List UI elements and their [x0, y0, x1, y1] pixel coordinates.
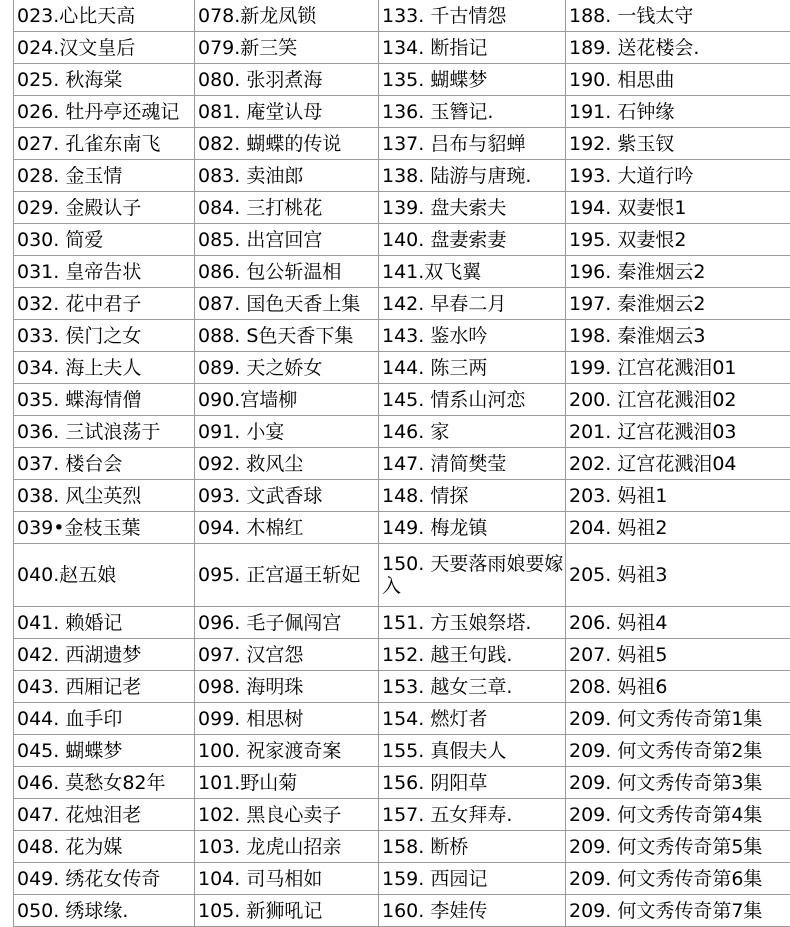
table-cell[interactable]: 205. 妈祖3 — [566, 544, 790, 607]
table-cell[interactable]: 147. 清简樊莹 — [379, 448, 566, 480]
table-cell[interactable]: 158. 断桥 — [379, 831, 566, 863]
table-row — [14, 384, 790, 416]
table-row — [14, 895, 790, 927]
table-cell[interactable]: 046. 莫愁女82年 — [14, 767, 195, 799]
table-cell[interactable]: 091. 小宴 — [195, 416, 379, 448]
table-cell[interactable]: 145. 情系山河恋 — [379, 384, 566, 416]
table-cell[interactable]: 101.野山菊 — [195, 767, 379, 799]
table-cell[interactable]: 199. 江宫花溅泪01 — [566, 352, 790, 384]
table-row — [14, 160, 790, 192]
table-cell[interactable]: 200. 江宫花溅泪02 — [566, 384, 790, 416]
table-cell[interactable]: 084. 三打桃花 — [195, 192, 379, 224]
table-cell[interactable]: 156. 阴阳草 — [379, 767, 566, 799]
table-row — [14, 607, 790, 639]
table-cell[interactable]: 209. 何文秀传奇第6集 — [566, 863, 790, 895]
table-row — [14, 831, 790, 863]
table-row — [14, 256, 790, 288]
table-cell[interactable]: 024.汉文皇后 — [14, 32, 195, 64]
table-cell[interactable]: 081. 庵堂认母 — [195, 96, 379, 128]
table-cell[interactable]: 150. 天要落雨娘要嫁入 — [379, 544, 566, 607]
table-cell[interactable]: 095. 正宫逼王斩妃 — [195, 544, 379, 607]
table-cell[interactable]: 152. 越王句践. — [379, 639, 566, 671]
table-cell[interactable]: 093. 文武香球 — [195, 480, 379, 512]
table-cell[interactable]: 193. 大道行吟 — [566, 160, 790, 192]
table-row — [14, 128, 790, 160]
table-cell[interactable]: 097. 汉宫怨 — [195, 639, 379, 671]
table-cell[interactable]: 049. 绣花女传奇 — [14, 863, 195, 895]
table-cell[interactable]: 079.新三笑 — [195, 32, 379, 64]
table-cell[interactable]: 105. 新狮吼记 — [195, 895, 379, 927]
table-row — [14, 703, 790, 735]
table-cell[interactable]: 204. 妈祖2 — [566, 512, 790, 544]
table-cell[interactable]: 207. 妈祖5 — [566, 639, 790, 671]
table-cell[interactable]: 104. 司马相如 — [195, 863, 379, 895]
table-cell[interactable]: 040.赵五娘 — [14, 544, 195, 607]
table-cell[interactable]: 044. 血手印 — [14, 703, 195, 735]
table-row — [14, 288, 790, 320]
table-cell[interactable]: 154. 燃灯者 — [379, 703, 566, 735]
table-cell[interactable]: 160. 李娃传 — [379, 895, 566, 927]
table-cell[interactable]: 148. 情探 — [379, 480, 566, 512]
table-row — [14, 512, 790, 544]
table-cell[interactable]: 090.宫墙柳 — [195, 384, 379, 416]
table-cell[interactable]: 083. 卖油郎 — [195, 160, 379, 192]
table-row — [14, 799, 790, 831]
table-cell[interactable]: 099. 相思树 — [195, 703, 379, 735]
table-cell[interactable]: 102. 黑良心卖子 — [195, 799, 379, 831]
table-cell[interactable]: 078.新龙凤锁 — [195, 0, 379, 32]
table-row — [14, 480, 790, 512]
table-cell[interactable]: 153. 越女三章. — [379, 671, 566, 703]
table-cell[interactable]: 094. 木棉红 — [195, 512, 379, 544]
table-cell[interactable]: 028. 金玉情 — [14, 160, 195, 192]
table-row — [14, 544, 790, 607]
table-cell[interactable]: 191. 石钟缘 — [566, 96, 790, 128]
table-cell[interactable]: 089. 天之娇女 — [195, 352, 379, 384]
table-cell[interactable]: 208. 妈祖6 — [566, 671, 790, 703]
table-cell[interactable]: 144. 陈三两 — [379, 352, 566, 384]
table-cell[interactable]: 025. 秋海棠 — [14, 64, 195, 96]
table-cell[interactable]: 194. 双妻恨1 — [566, 192, 790, 224]
table-cell[interactable]: 142. 早春二月 — [379, 288, 566, 320]
table-row — [14, 735, 790, 767]
table-cell[interactable]: 209. 何文秀传奇第7集 — [566, 895, 790, 927]
table-row — [14, 639, 790, 671]
table-cell[interactable]: 157. 五女拜寿. — [379, 799, 566, 831]
table-cell[interactable]: 098. 海明珠 — [195, 671, 379, 703]
table-cell[interactable]: 029. 金殿认子 — [14, 192, 195, 224]
table-cell[interactable]: 141.双飞翼 — [379, 256, 566, 288]
table-cell[interactable]: 197. 秦淮烟云2 — [566, 288, 790, 320]
table-row — [14, 0, 790, 32]
table-cell[interactable]: 047. 花烛泪老 — [14, 799, 195, 831]
table-cell[interactable]: 050. 绣球缘. — [14, 895, 195, 927]
table-cell[interactable]: 085. 出宫回宫 — [195, 224, 379, 256]
table-cell[interactable]: 033. 侯门之女 — [14, 320, 195, 352]
table-cell[interactable]: 196. 秦淮烟云2 — [566, 256, 790, 288]
table-cell[interactable]: 201. 辽宫花溅泪03 — [566, 416, 790, 448]
table-cell[interactable]: 134. 断指记 — [379, 32, 566, 64]
table-cell[interactable]: 035. 蝶海情僧 — [14, 384, 195, 416]
table-cell[interactable]: 092. 救风尘 — [195, 448, 379, 480]
table-cell[interactable]: 190. 相思曲 — [566, 64, 790, 96]
table-cell[interactable]: 138. 陆游与唐琬. — [379, 160, 566, 192]
table-cell[interactable]: 203. 妈祖1 — [566, 480, 790, 512]
table-cell[interactable]: 146. 家 — [379, 416, 566, 448]
table-cell[interactable]: 031. 皇帝告状 — [14, 256, 195, 288]
table-row — [14, 96, 790, 128]
table-cell[interactable]: 155. 真假夫人 — [379, 735, 566, 767]
table-cell[interactable]: 209. 何文秀传奇第1集 — [566, 703, 790, 735]
table-cell[interactable]: 043. 西厢记老 — [14, 671, 195, 703]
table-body — [14, 0, 790, 927]
table-cell[interactable]: 188. 一钱太守 — [566, 0, 790, 32]
table-cell[interactable]: 086. 包公斩温相 — [195, 256, 379, 288]
table-cell[interactable]: 151. 方玉娘祭塔. — [379, 607, 566, 639]
table-row — [14, 224, 790, 256]
table-row — [14, 767, 790, 799]
table-cell[interactable]: 039•金枝玉葉 — [14, 512, 195, 544]
table-cell[interactable]: 209. 何文秀传奇第4集 — [566, 799, 790, 831]
table-cell[interactable]: 209. 何文秀传奇第3集 — [566, 767, 790, 799]
table-cell[interactable]: 189. 送花楼会. — [566, 32, 790, 64]
table-cell[interactable]: 048. 花为媒 — [14, 831, 195, 863]
table-cell[interactable]: 209. 何文秀传奇第2集 — [566, 735, 790, 767]
table-cell[interactable]: 139. 盘夫索夫 — [379, 192, 566, 224]
table-cell[interactable]: 100. 祝家渡奇案 — [195, 735, 379, 767]
spreadsheet-table — [13, 0, 790, 927]
table-cell[interactable]: 137. 吕布与貂蝉 — [379, 128, 566, 160]
table-cell[interactable]: 135. 蝴蝶梦 — [379, 64, 566, 96]
table-cell[interactable]: 195. 双妻恨2 — [566, 224, 790, 256]
table-cell[interactable]: 206. 妈祖4 — [566, 607, 790, 639]
table-cell[interactable]: 036. 三试浪荡于 — [14, 416, 195, 448]
table-cell[interactable]: 159. 西园记 — [379, 863, 566, 895]
table-cell[interactable]: 087. 国色天香上集 — [195, 288, 379, 320]
table-row — [14, 448, 790, 480]
table-cell[interactable]: 140. 盘妻索妻 — [379, 224, 566, 256]
table-row — [14, 416, 790, 448]
table-cell[interactable]: 143. 鉴水吟 — [379, 320, 566, 352]
table-row — [14, 671, 790, 703]
table-row — [14, 32, 790, 64]
table-cell[interactable]: 082. 蝴蝶的传说 — [195, 128, 379, 160]
table-cell[interactable]: 133. 千古情怨 — [379, 0, 566, 32]
table-row — [14, 352, 790, 384]
table-cell[interactable]: 192. 紫玉钗 — [566, 128, 790, 160]
table-row — [14, 192, 790, 224]
table-cell[interactable]: 030. 简爱 — [14, 224, 195, 256]
table-cell[interactable]: 041. 赖婚记 — [14, 607, 195, 639]
table-cell[interactable]: 209. 何文秀传奇第5集 — [566, 831, 790, 863]
table-cell[interactable]: 023.心比天高 — [14, 0, 195, 32]
table-row — [14, 64, 790, 96]
table-cell[interactable]: 032. 花中君子 — [14, 288, 195, 320]
table-cell[interactable]: 045. 蝴蝶梦 — [14, 735, 195, 767]
table-cell[interactable]: 034. 海上夫人 — [14, 352, 195, 384]
table-cell[interactable]: 136. 玉簪记. — [379, 96, 566, 128]
table-cell[interactable]: 103. 龙虎山招亲 — [195, 831, 379, 863]
table-cell[interactable]: 080. 张羽煮海 — [195, 64, 379, 96]
table-cell[interactable]: 088. S色天香下集 — [195, 320, 379, 352]
table-row — [14, 320, 790, 352]
table-cell[interactable]: 026. 牡丹亭还魂记 — [14, 96, 195, 128]
table-cell[interactable]: 037. 楼台会 — [14, 448, 195, 480]
table-cell[interactable]: 096. 毛子佩闯宫 — [195, 607, 379, 639]
table-cell[interactable]: 027. 孔雀东南飞 — [14, 128, 195, 160]
table-row — [14, 863, 790, 895]
table-cell[interactable]: 042. 西湖遗梦 — [14, 639, 195, 671]
table-cell[interactable]: 202. 辽宫花溅泪04 — [566, 448, 790, 480]
table-cell[interactable]: 149. 梅龙镇 — [379, 512, 566, 544]
table-cell[interactable]: 038. 风尘英烈 — [14, 480, 195, 512]
table-cell[interactable]: 198. 秦淮烟云3 — [566, 320, 790, 352]
